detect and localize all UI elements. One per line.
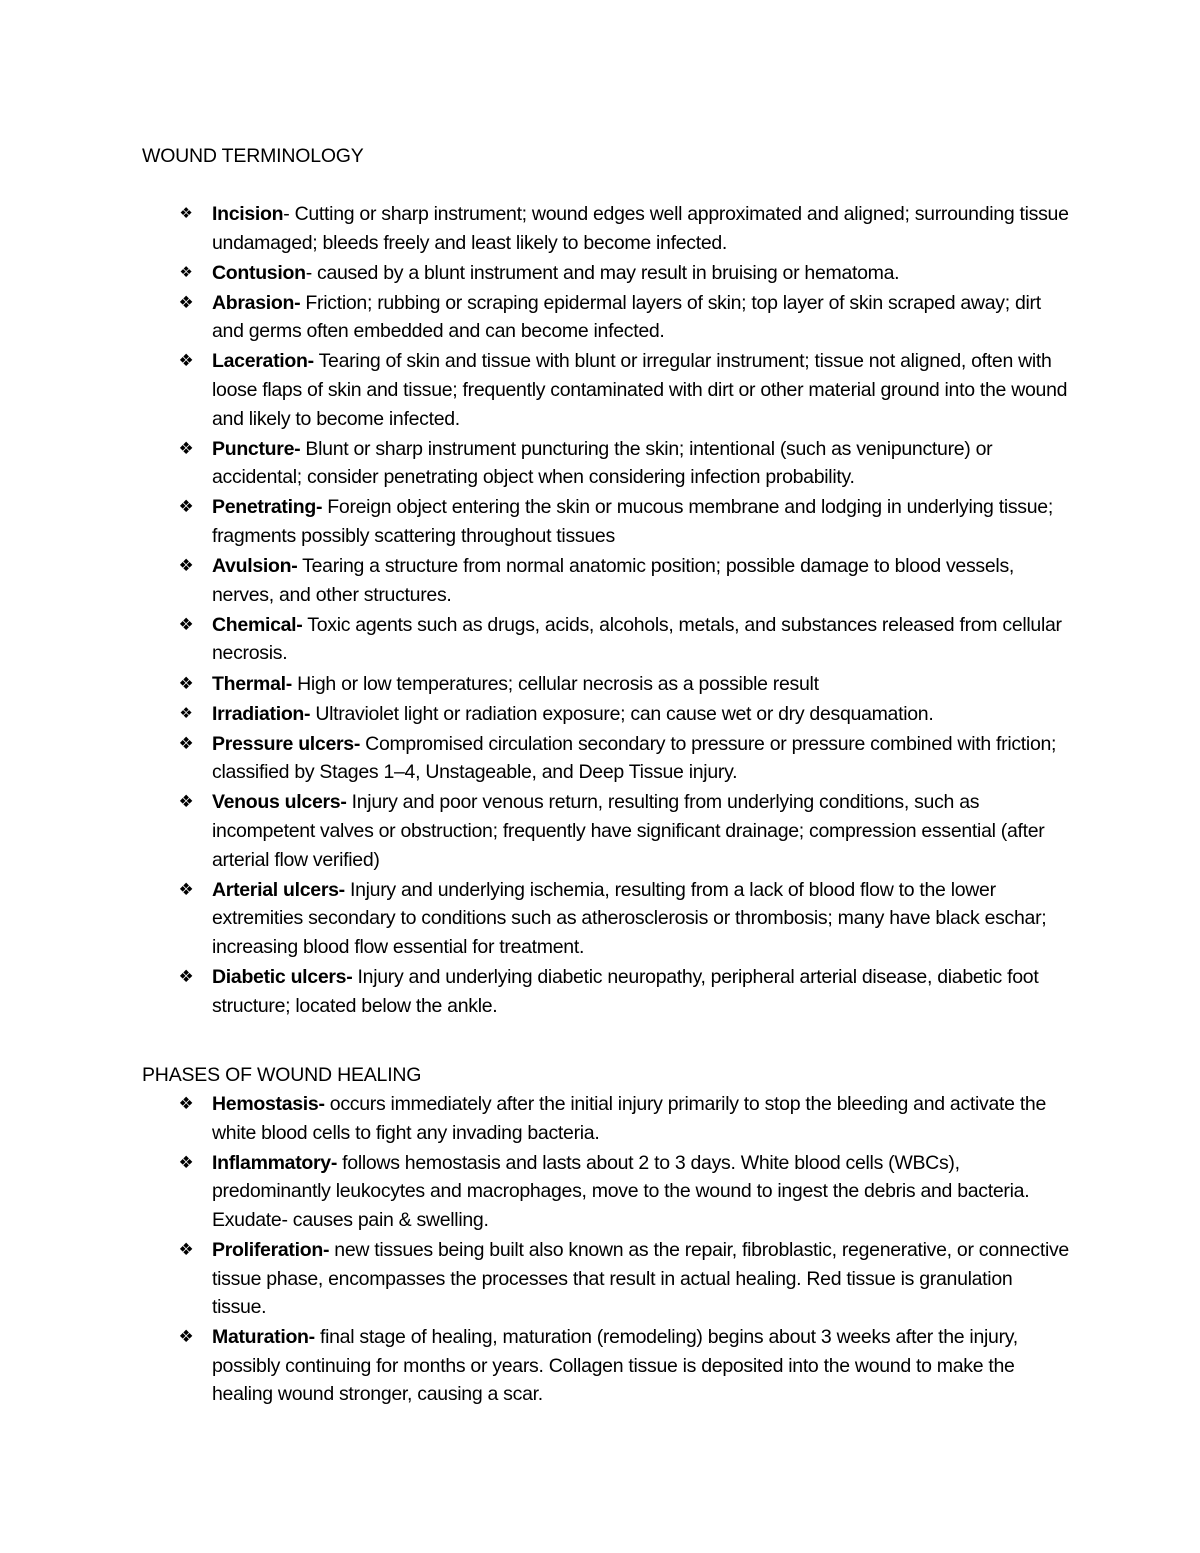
- list-item: [0, 435, 1070, 492]
- term-label: Laceration-: [212, 350, 314, 373]
- list-item: [0, 200, 1070, 257]
- term-label: Contusion: [212, 261, 306, 284]
- diamond-bullet-icon: ❖: [179, 704, 193, 722]
- diamond-bullet-icon: ❖: [178, 879, 194, 899]
- diamond-bullet-icon: ❖: [178, 1094, 194, 1113]
- term-description: Injury and underlying ischemia, resulting from a lack of blood flow to the lower extremities secondary to conditions such as atherosclerosis or thrombosis; many have black eschar; increasing blood flow essential for treatment.: [212, 878, 1047, 958]
- term-description: - Cutting or sharp instrument; wound edges well approximated and aligned; surrounding tissue undamaged; bleeds freely and least likely to become infected.: [212, 203, 1069, 254]
- term-label: Puncture-: [212, 437, 301, 460]
- term-description: follows hemostasis and lasts about 2 to 3 days. White blood cells (WBCs), predominantly leukocytes and macrophages, move to the wound to ingest the debris and bacteria. Exudate- causes pain & swelling.: [212, 1151, 1030, 1231]
- term-label: Arterial ulcers-: [212, 878, 345, 901]
- term-label: Chemical-: [212, 613, 303, 636]
- list-item: [0, 700, 1070, 729]
- list-item: [0, 1323, 1070, 1409]
- diamond-bullet-icon: ❖: [178, 1239, 194, 1259]
- diamond-bullet-icon: ❖: [178, 292, 194, 312]
- diamond-bullet-icon: ❖: [178, 673, 194, 693]
- list-item: [0, 1236, 1070, 1322]
- term-label: Proliferation-: [212, 1238, 330, 1261]
- list-item: [0, 611, 1070, 668]
- term-description: Injury and underlying diabetic neuropathy, peripheral arterial disease, diabetic foot structure; located below the ankle.: [212, 965, 1039, 1017]
- diamond-bullet-icon: ❖: [178, 966, 194, 986]
- term-description: Blunt or sharp instrument puncturing the skin; intentional (such as venipuncture) or accidental; consider penetrating object when considering infection probability.: [212, 437, 993, 489]
- term-label: Inflammatory-: [212, 1151, 338, 1174]
- diamond-bullet-icon: ❖: [179, 263, 193, 281]
- term-description: new tissues being built also known as the repair, fibroblastic, regenerative, or connective tissue phase, encompasses the processes that result in actual healing. Red tissue is granulation tissue.: [212, 1238, 1069, 1319]
- term-description: Foreign object entering the skin or mucous membrane and lodging in underlying tissue; fragments possibly scattering throughout tissues: [212, 496, 1053, 548]
- term-description: Tearing of skin and tissue with blunt or irregular instrument; tissue not aligned, often with loose flaps of skin and tissue; frequently contaminated with dirt or other material ground into the wound and likely to become infected.: [212, 350, 1068, 430]
- diamond-bullet-icon: ❖: [178, 351, 194, 371]
- diamond-bullet-icon: ❖: [178, 614, 194, 634]
- list-item: [0, 1149, 1070, 1235]
- diamond-bullet-icon: ❖: [178, 1327, 194, 1347]
- term-label: Irradiation-: [212, 702, 311, 725]
- diamond-bullet-icon: ❖: [178, 556, 194, 576]
- term-label: Pressure ulcers-: [212, 732, 361, 755]
- list-item: [0, 347, 1070, 433]
- list-item: [0, 552, 1070, 609]
- list-item: [0, 730, 1070, 787]
- term-label: Hemostasis-: [212, 1093, 325, 1115]
- term-description: Friction; rubbing or scraping epidermal layers of skin; top layer of skin scraped away; dirt and germs often embedded and can become infected.: [212, 291, 1041, 343]
- diamond-bullet-icon: ❖: [178, 733, 194, 753]
- wound-healing-phases-list: [0, 1090, 1200, 1411]
- term-description: occurs immediately after the initial injury primarily to stop the bleeding and activate the white blood cells to fight any invading bacteria.: [212, 1093, 1047, 1144]
- term-description: final stage of healing, maturation (remodeling) begins about 3 weeks after the injury, possibly continuing for months or years. Collagen tissue is deposited into the wound to make the healing wound stronger, causing a scar.: [212, 1326, 1018, 1406]
- diamond-bullet-icon: ❖: [178, 1152, 194, 1172]
- term-label: Venous ulcers-: [212, 791, 347, 814]
- section-title-wound-terminology: WOUND TERMINOLOGY: [142, 145, 364, 167]
- list-item: [0, 259, 1070, 288]
- term-description: Tearing a structure from normal anatomic position; possible damage to blood vessels, nerves, and other structures.: [212, 555, 1015, 606]
- term-description: Toxic agents such as drugs, acids, alcohols, metals, and substances released from cellular necrosis.: [212, 613, 1062, 665]
- term-description: Ultraviolet light or radiation exposure; can cause wet or dry desquamation.: [310, 702, 934, 725]
- term-description: Compromised circulation secondary to pressure or pressure combined with friction; classified by Stages 1–4, Unstageable, and Deep Tissue injury.: [212, 732, 1057, 784]
- list-item: [0, 876, 1070, 962]
- diamond-bullet-icon: ❖: [178, 792, 194, 812]
- term-label: Abrasion-: [212, 291, 301, 314]
- term-description: Injury and poor venous return, resulting from underlying conditions, such as incompetent valves or obstruction; frequently have significant drainage; compression essential (after arterial flow verified): [212, 791, 1045, 871]
- diamond-bullet-icon: ❖: [179, 205, 193, 222]
- list-item: [0, 493, 1070, 550]
- term-label: Thermal-: [212, 672, 292, 695]
- term-label: Incision: [212, 203, 284, 225]
- list-item: [0, 1090, 1070, 1147]
- term-label: Avulsion-: [212, 555, 298, 578]
- list-item: [0, 963, 1070, 1020]
- term-label: Penetrating-: [212, 496, 323, 519]
- term-label: Diabetic ulcers-: [212, 965, 353, 988]
- list-item: [0, 670, 1070, 699]
- term-label: Maturation-: [212, 1326, 315, 1349]
- diamond-bullet-icon: ❖: [178, 438, 194, 458]
- section-title-phases-of-wound-healing: PHASES OF WOUND HEALING: [142, 1064, 422, 1086]
- term-description: High or low temperatures; cellular necrosis as a possible result: [291, 672, 819, 695]
- list-item: [0, 289, 1070, 346]
- diamond-bullet-icon: ❖: [178, 497, 194, 517]
- term-description: - caused by a blunt instrument and may result in bruising or hematoma.: [305, 261, 900, 284]
- wound-terminology-list: [0, 200, 1200, 1022]
- list-item: [0, 788, 1070, 874]
